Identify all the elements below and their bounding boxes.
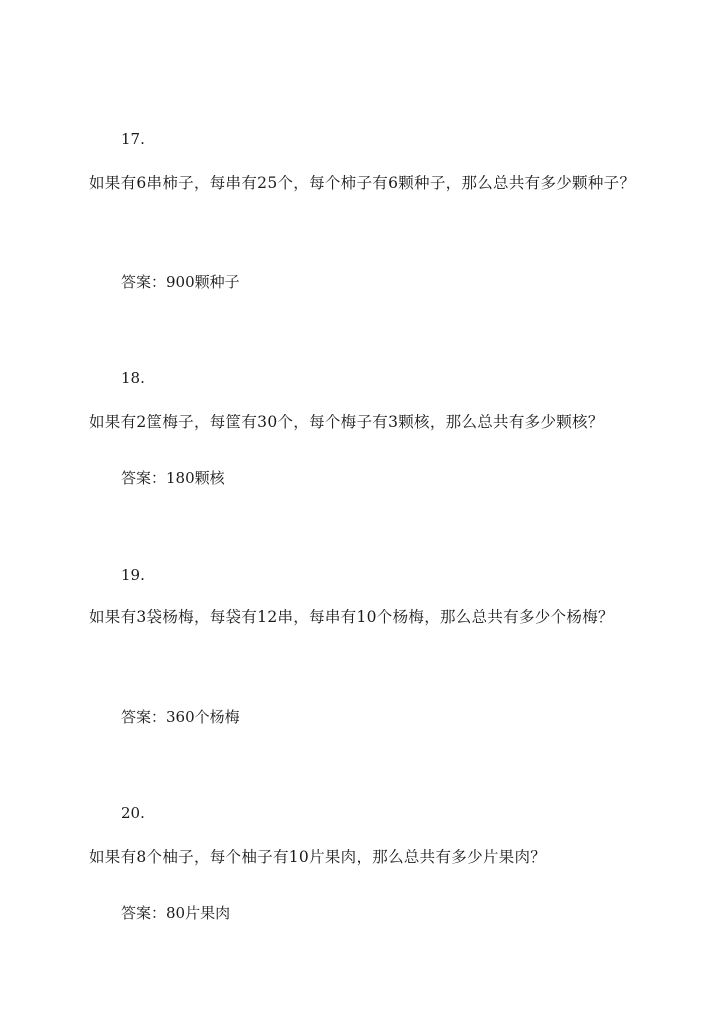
problem-answer: 答案：80片果肉 [121,904,231,922]
problem-number: 19. [121,566,145,584]
problem-question: 如果有3袋杨梅，每袋有12串，每串有10个杨梅，那么总共有多少个杨梅？ [89,608,614,626]
problem-number: 20. [121,804,145,822]
problem-question: 如果有6串柿子，每串有25个，每个柿子有6颗种子，那么总共有多少颗种子？ [89,174,636,192]
problem-answer: 答案：360个杨梅 [121,708,240,726]
problem-question: 如果有8个柚子，每个柚子有10片果肉，那么总共有多少片果肉？ [89,848,547,866]
problem-answer: 答案：180颗核 [121,469,225,487]
problem-number: 17. [121,130,145,148]
problem-number: 18. [121,369,145,387]
problem-answer: 答案：900颗种子 [121,273,240,291]
problem-question: 如果有2筐梅子，每筐有30个，每个梅子有3颗核，那么总共有多少颗核？ [89,413,604,431]
